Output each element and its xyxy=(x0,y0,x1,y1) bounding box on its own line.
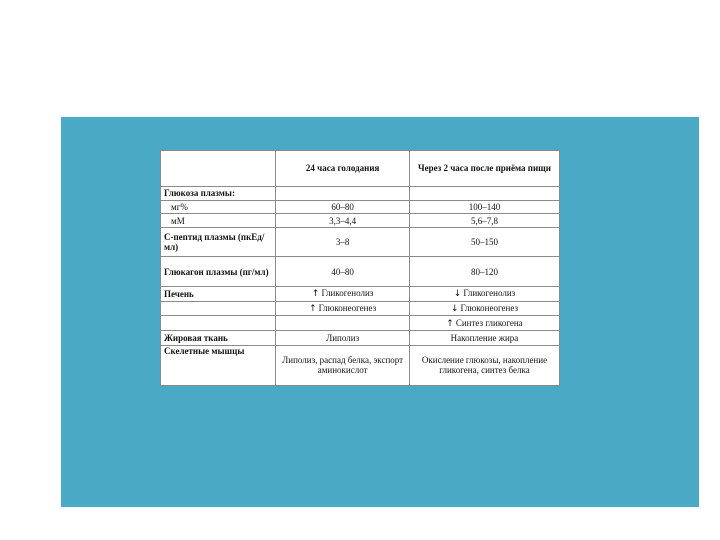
row-label-empty xyxy=(161,316,276,331)
cell-text: Гликогенолиз xyxy=(463,288,516,299)
cell-value: 100–140 xyxy=(409,200,559,214)
cell-value: 5,6–7,8 xyxy=(409,214,559,228)
table-row xyxy=(161,257,560,287)
cell-text: Синтез гликогена xyxy=(455,317,523,328)
cell-text: Глюконеогенез xyxy=(318,303,377,314)
row-label-adipose: Жировая ткань xyxy=(161,331,276,346)
cell-value xyxy=(276,186,410,200)
cell-value xyxy=(409,286,559,301)
table-header-row xyxy=(161,151,560,187)
header-fasting: 24 часа голодания xyxy=(276,151,410,187)
cell-value xyxy=(409,186,559,200)
cell-value: 50–150 xyxy=(409,227,559,257)
arrow-up-icon: ↑ xyxy=(446,318,454,329)
cell-value: 40–80 xyxy=(276,257,410,287)
cell-value: Накопление жира xyxy=(409,331,559,346)
cell-value xyxy=(276,286,410,301)
cell-value: Окисление глюкозы, накопление гликогена, синтез белка xyxy=(409,345,559,385)
header-after-meal: Через 2 часа после приёма пищи xyxy=(409,151,559,187)
cell-text: Глюконеогенез xyxy=(460,303,519,314)
row-label-muscle: Скелетные мышцы xyxy=(161,345,276,385)
cell-value xyxy=(276,316,410,331)
arrow-down-icon: ↓ xyxy=(450,304,459,315)
row-label-c-peptide: С-пептид плазмы (пкЕд/мл) xyxy=(161,227,276,257)
arrow-up-icon: ↑ xyxy=(309,304,317,315)
comparison-table-container xyxy=(160,150,560,386)
table-row xyxy=(161,214,560,228)
header-empty-cell xyxy=(161,151,276,187)
cell-value xyxy=(409,316,559,331)
cell-value: 3–8 xyxy=(276,227,410,257)
cell-value xyxy=(409,301,559,316)
row-label-liver: Печень xyxy=(161,286,276,301)
arrow-up-icon: ↑ xyxy=(311,289,320,300)
table-row xyxy=(161,345,560,385)
comparison-table xyxy=(160,150,560,386)
cell-value: Липолиз, распад белка, экспорт аминокислот xyxy=(276,345,410,385)
table-row xyxy=(161,227,560,257)
row-label-glucagon: Глюкагон плазмы (пг/мл) xyxy=(161,257,276,287)
arrow-down-icon: ↓ xyxy=(453,289,462,300)
cell-value: 3,3–4,4 xyxy=(276,214,410,228)
row-label-glucose: Глюкоза плазмы: xyxy=(161,186,276,200)
cell-value xyxy=(276,301,410,316)
cell-text: Гликогенолиз xyxy=(321,288,374,299)
cell-value: Липолиз xyxy=(276,331,410,346)
table-row xyxy=(161,331,560,346)
cell-value: 80–120 xyxy=(409,257,559,287)
table-row xyxy=(161,286,560,301)
table-row xyxy=(161,316,560,331)
row-label-mg: мг% xyxy=(161,200,276,214)
row-label-mm: мМ xyxy=(161,214,276,228)
cell-value: 60–80 xyxy=(276,200,410,214)
table-row xyxy=(161,186,560,200)
row-label-empty xyxy=(161,301,276,316)
table-row xyxy=(161,200,560,214)
table-row xyxy=(161,301,560,316)
